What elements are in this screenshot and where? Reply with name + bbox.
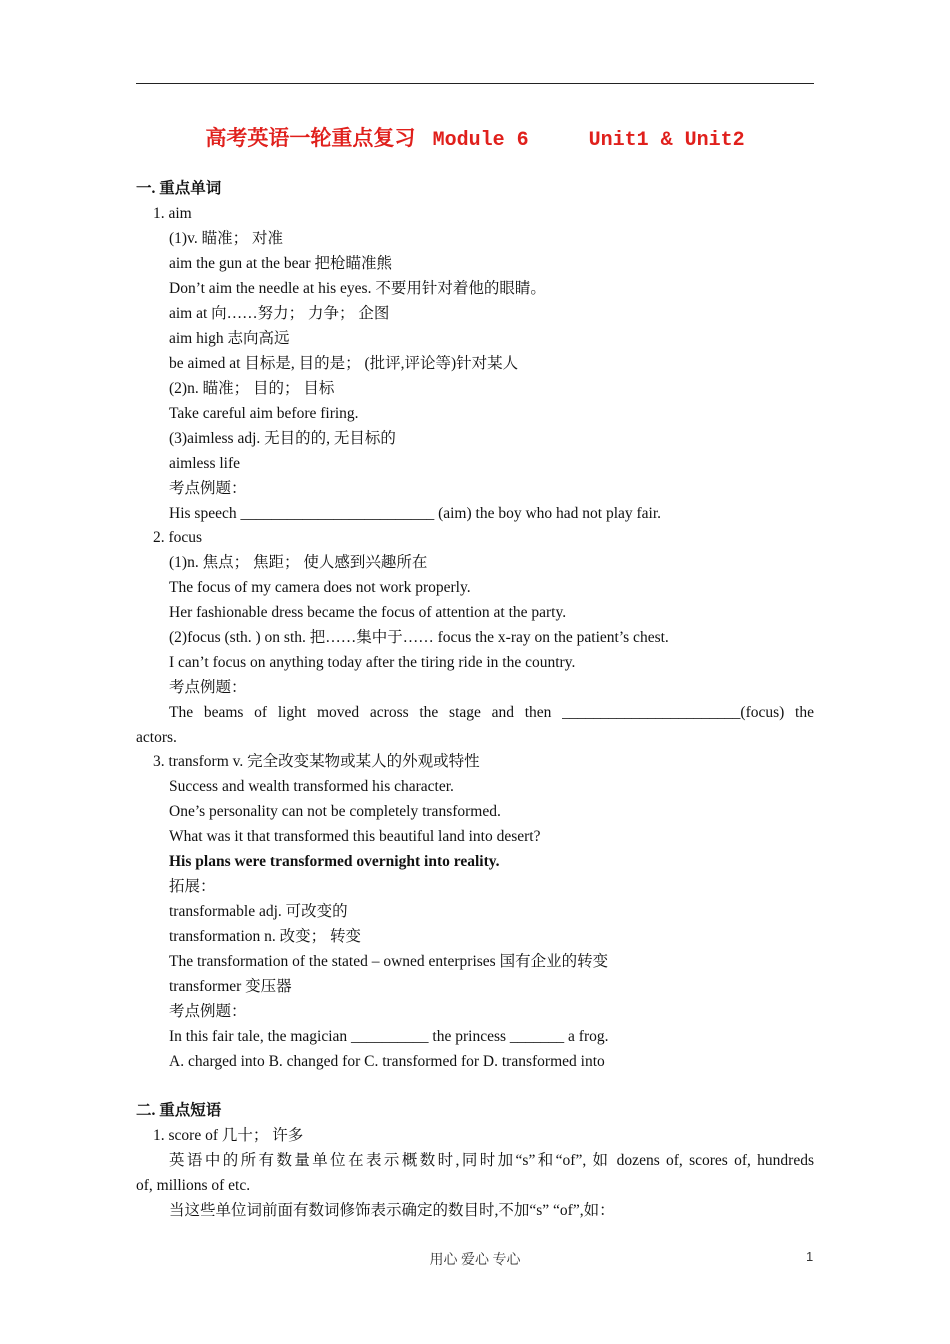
definition-line: (2)n. 瞄准； 目的； 目标: [169, 380, 335, 397]
definition-line: (1)v. 瞄准； 对准: [169, 230, 283, 247]
exercise-question: In this fair tale, the magician __________ the princess _______ a frog.: [169, 1028, 609, 1045]
example-line: The focus of my camera does not work properly.: [169, 579, 471, 596]
example-line: Don’t aim the needle at his eyes. 不要用针对着他的眼睛。: [169, 280, 546, 297]
page-number: 1: [806, 1249, 814, 1264]
example-line: Success and wealth transformed his character.: [169, 778, 454, 795]
explanation-line-continued: of, millions of etc.: [136, 1177, 251, 1194]
header-rule: [136, 83, 814, 84]
phrase-line: transformable adj. 可改变的: [169, 903, 348, 920]
example-line: Take careful aim before firing.: [169, 405, 359, 422]
explanation-line: 当这些单位词前面有数词修饰表示确定的数目时,不加“s” “of”,如：: [169, 1202, 615, 1219]
exercise-question: The beams of light moved across the stage and then _______________________(focus) the: [169, 704, 814, 721]
section-heading-vocabulary: 一. 重点单词: [136, 180, 222, 197]
example-line: What was it that transformed this beautiful land into desert?: [169, 828, 541, 845]
definition-line: (3)aimless adj. 无目的的, 无目标的: [169, 430, 396, 447]
phrase-line: transformer 变压器: [169, 978, 292, 995]
definition-line: (1)n. 焦点； 焦距； 使人感到兴趣所在: [169, 554, 428, 571]
example-line-bold: His plans were transformed overnight into reality.: [169, 853, 500, 870]
example-line: aim the gun at the bear 把枪瞄准熊: [169, 255, 392, 272]
word-entry-transform: 3. transform v. 完全改变某物或某人的外观或特性: [153, 753, 480, 770]
word-entry-aim: 1. aim: [153, 205, 192, 222]
exercise-question: His speech _________________________ (aim) the boy who had not play fair.: [169, 505, 662, 522]
page-title: [0, 122, 950, 152]
phrase-line: aim at 向……努力； 力争； 企图: [169, 305, 390, 322]
exercise-label: 考点例题：: [169, 1003, 247, 1020]
example-line: The transformation of the stated – owned enterprises 国有企业的转变: [169, 953, 609, 970]
example-line: I can’t focus on anything today after the tiring ride in the country.: [169, 654, 576, 671]
explanation-line: 英语中的所有数量单位在表示概数时,同时加“s”和“of”, 如 dozens of, scores of, hundreds: [169, 1152, 814, 1169]
example-line: One’s personality can not be completely transformed.: [169, 803, 501, 820]
title-module-unit: Module 6 Unit1 & Unit2: [420, 129, 745, 152]
phrase-line: transformation n. 改变； 转变: [169, 928, 362, 945]
example-line: aimless life: [169, 455, 241, 472]
page-footer: 用心 爱心 专心: [429, 1253, 521, 1268]
exercise-label: 考点例题：: [169, 480, 247, 497]
section-heading-phrases: 二. 重点短语: [136, 1102, 222, 1119]
extension-label: 拓展：: [169, 878, 216, 895]
phrase-line: aim high 志向高远: [169, 330, 290, 347]
exercise-question-continued: actors.: [136, 729, 177, 746]
word-entry-focus: 2. focus: [153, 529, 203, 546]
exercise-label: 考点例题：: [169, 679, 247, 696]
title-chinese: 高考英语一轮重点复习: [205, 126, 421, 150]
phrase-entry-score-of: 1. score of 几十； 许多: [153, 1127, 304, 1144]
phrase-line: be aimed at 目标是, 目的是； (批评,评论等)针对某人: [169, 355, 519, 372]
example-line: Her fashionable dress became the focus of attention at the party.: [169, 604, 567, 621]
phrase-line: (2)focus (sth. ) on sth. 把……集中于…… focus the x-ray on the patient’s chest.: [169, 629, 669, 646]
exercise-options: A. charged into B. changed for C. transformed for D. transformed into: [169, 1053, 605, 1070]
